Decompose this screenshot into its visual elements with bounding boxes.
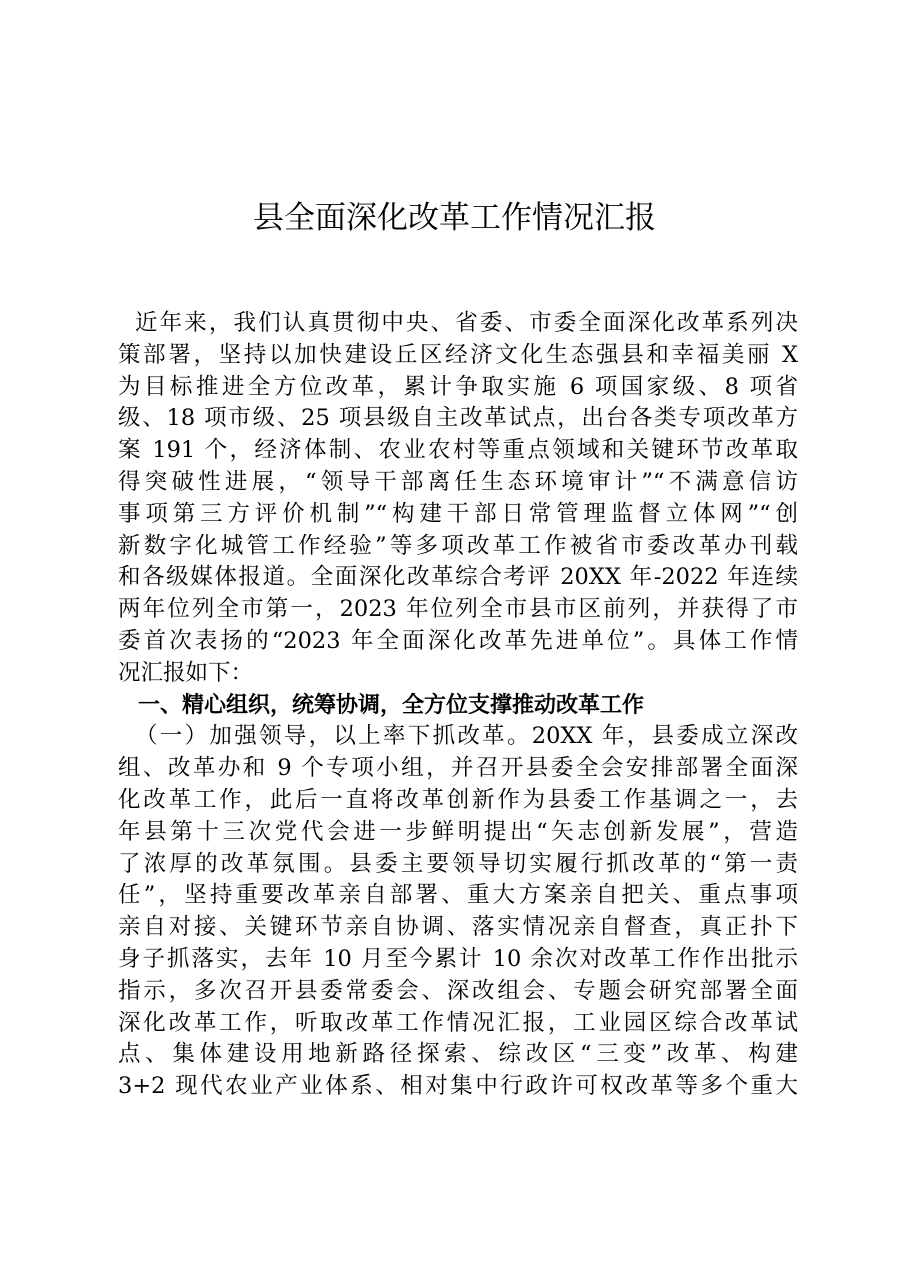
intro-line: 近年来，我们认真贯彻中央、省委、市委全面深化改革系列决 bbox=[135, 310, 798, 336]
document-title: 县全面深化改革工作情况汇报 bbox=[253, 200, 656, 236]
intro-line: 两年位列全市第一，2023 年位列全市县市区前列，并获得了市 bbox=[118, 596, 798, 623]
paragraph-line: 指示，多次召开县委常委会、深改组会、专题会研究部署全面 bbox=[118, 977, 798, 1004]
paragraph-line: 组、改革办和 9 个专项小组，并召开县委全会安排部署全面深 bbox=[118, 755, 798, 782]
paragraph-line: 深化改革工作，听取改革工作情况汇报，工业园区综合改革试 bbox=[118, 1009, 798, 1036]
intro-line: 为目标推进全方位改革，累计争取实施 6 项国家级、8 项省 bbox=[118, 373, 798, 400]
paragraph-line: 3+2 现代农业产业体系、相对集中行政许可权改革等多个重大 bbox=[118, 1073, 798, 1100]
intro-line: 级、18 项市级、25 项县级自主改革试点，出台各类专项改革方 bbox=[118, 405, 798, 432]
paragraph-line: 化改革工作，此后一直将改革创新作为县委工作基调之一，去 bbox=[118, 786, 798, 813]
intro-line: 案 191 个，经济体制、农业农村等重点领域和关键环节改革取 bbox=[118, 437, 798, 464]
paragraph-line: 身子抓落实，去年 10 月至今累计 10 余次对改革工作作出批示 bbox=[118, 945, 798, 972]
intro-line: 得突破性进展，“领导干部离任生态环境审计”“不满意信访 bbox=[118, 468, 798, 495]
intro-line: 事项第三方评价机制”“构建干部日常管理监督立体网”“创 bbox=[118, 500, 798, 527]
paragraph-line: （一）加强领导，以上率下抓改革。20XX 年，县委成立深改 bbox=[135, 723, 798, 750]
paragraph-line: 亲自对接、关键环节亲自协调、落实情况亲自督查，真正扑下 bbox=[118, 914, 798, 941]
paragraph-line: 年县第十三次党代会进一步鲜明提出“矢志创新发展”，营造 bbox=[118, 818, 798, 845]
intro-line: 况汇报如下： bbox=[118, 659, 254, 686]
paragraph-line: 了浓厚的改革氛围。县委主要领导切实履行抓改革的“第一责 bbox=[118, 850, 798, 877]
intro-line: 策部署，坚持以加快建设丘区经济文化生态强县和幸福美丽 X bbox=[118, 341, 798, 368]
document-body bbox=[118, 308, 798, 1103]
paragraph-line: 任”，坚持重要改革亲自部署、重大方案亲自把关、重点事项 bbox=[118, 882, 798, 909]
intro-line: 和各级媒体报道。全面深化改革综合考评 20XX 年-2022 年连续 bbox=[118, 564, 798, 591]
paragraph-line: 点、集体建设用地新路径探索、综改区“三变”改革、构建 bbox=[118, 1041, 798, 1068]
intro-line: 委首次表扬的“2023 年全面深化改革先进单位”。具体工作情 bbox=[118, 627, 798, 654]
intro-line: 新数字化城管工作经验”等多项改革工作被省市委改革办刊载 bbox=[118, 532, 798, 559]
section-heading: 一、精心组织，统筹协调，全方位支撑推动改革工作 bbox=[138, 692, 645, 718]
